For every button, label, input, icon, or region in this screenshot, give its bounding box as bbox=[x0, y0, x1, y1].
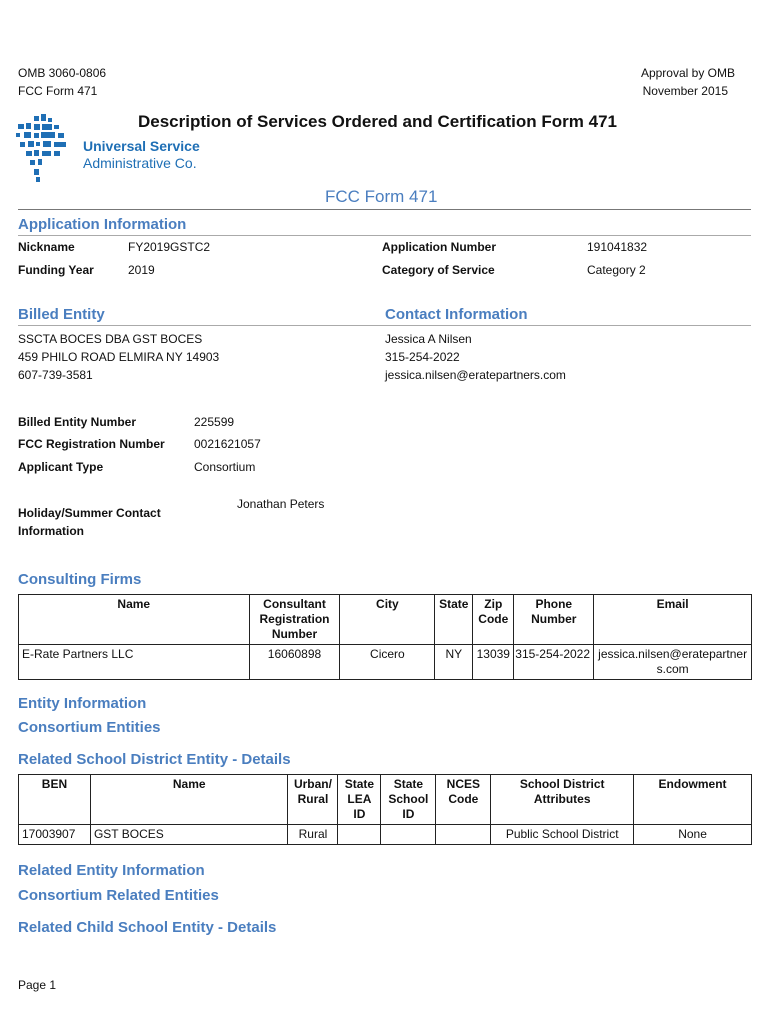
column-header: State bbox=[435, 595, 473, 645]
consultant-email: jessica.nilsen@eratepartners.com bbox=[594, 645, 752, 680]
logo-line2: Administrative Co. bbox=[83, 155, 197, 171]
section-divider bbox=[18, 235, 751, 236]
column-header: Zip Code bbox=[473, 595, 514, 645]
school-district-heading: Related School District Entity - Details bbox=[18, 751, 291, 768]
nickname-value: FY2019GSTC2 bbox=[128, 240, 211, 254]
page-title: Description of Services Ordered and Certification Form 471 bbox=[138, 112, 617, 131]
column-header: Name bbox=[19, 595, 250, 645]
consultant-zip: 13039 bbox=[473, 645, 514, 680]
contact-phone: 315-254-2022 bbox=[385, 350, 460, 364]
application-number-value: 191041832 bbox=[587, 240, 648, 254]
billed-entity-heading: Billed Entity bbox=[18, 306, 105, 323]
billed-entity-address: 459 PHILO ROAD ELMIRA NY 14903 bbox=[18, 350, 220, 364]
fcc-registration-value: 0021621057 bbox=[194, 437, 261, 451]
approval-date: November 2015 bbox=[642, 84, 728, 98]
applicant-type-label: Applicant Type bbox=[18, 460, 104, 474]
entity-district-attributes: Public School District bbox=[491, 825, 634, 845]
contact-information-heading: Contact Information bbox=[385, 306, 528, 323]
form-title: FCC Form 471 bbox=[325, 187, 438, 206]
billed-entity-name: SSCTA BOCES DBA GST BOCES bbox=[18, 332, 203, 346]
column-header: City bbox=[340, 595, 435, 645]
column-header: Endowment bbox=[634, 775, 752, 825]
entity-state-school-id bbox=[381, 825, 436, 845]
applicant-type-value: Consortium bbox=[194, 460, 256, 474]
section-divider bbox=[18, 325, 751, 326]
consulting-firms-table bbox=[18, 594, 752, 680]
column-header: NCES Code bbox=[436, 775, 491, 825]
table-row bbox=[19, 645, 752, 680]
fcc-registration-label: FCC Registration Number bbox=[18, 437, 165, 451]
page-number: Page 1 bbox=[18, 978, 57, 992]
entity-information-heading: Entity Information bbox=[18, 695, 147, 712]
consultant-name: E-Rate Partners LLC bbox=[19, 645, 250, 680]
school-district-table bbox=[18, 774, 752, 845]
entity-urban-rural: Rural bbox=[288, 825, 338, 845]
table-header-row bbox=[19, 595, 752, 645]
column-header: BEN bbox=[19, 775, 91, 825]
funding-year-value: 2019 bbox=[128, 263, 155, 277]
consultant-registration-number: 16060898 bbox=[249, 645, 340, 680]
contact-name: Jessica A Nilsen bbox=[385, 332, 472, 346]
entity-state-lea-id bbox=[338, 825, 381, 845]
child-school-heading: Related Child School Entity - Details bbox=[18, 919, 277, 936]
form-name: FCC Form 471 bbox=[18, 84, 98, 98]
omb-number: OMB 3060-0806 bbox=[18, 66, 107, 80]
entity-endowment: None bbox=[634, 825, 752, 845]
consortium-related-entities-heading: Consortium Related Entities bbox=[18, 887, 219, 904]
billed-entity-phone: 607-739-3581 bbox=[18, 368, 93, 382]
entity-nces-code bbox=[436, 825, 491, 845]
column-header: Email bbox=[594, 595, 752, 645]
column-header: Consultant Registration Number bbox=[249, 595, 340, 645]
holiday-contact-label: Holiday/Summer Contact bbox=[18, 506, 161, 520]
funding-year-label: Funding Year bbox=[18, 263, 94, 277]
approval-text: Approval by OMB bbox=[640, 66, 735, 80]
nickname-label: Nickname bbox=[18, 240, 75, 254]
table-row bbox=[19, 825, 752, 845]
contact-email: jessica.nilsen@eratepartners.com bbox=[385, 368, 566, 382]
column-header: School District Attributes bbox=[491, 775, 634, 825]
category-value: Category 2 bbox=[587, 263, 646, 277]
entity-name: GST BOCES bbox=[90, 825, 288, 845]
logo-line1: Universal Service bbox=[83, 138, 200, 154]
application-number-label: Application Number bbox=[382, 240, 497, 254]
ben-label: Billed Entity Number bbox=[18, 415, 137, 429]
column-header: Name bbox=[90, 775, 288, 825]
consultant-state: NY bbox=[435, 645, 473, 680]
column-header: Phone Number bbox=[514, 595, 594, 645]
entity-ben: 17003907 bbox=[19, 825, 91, 845]
related-entity-heading: Related Entity Information bbox=[18, 862, 205, 879]
application-information-heading: Application Information bbox=[18, 216, 187, 233]
holiday-contact-value: Jonathan Peters bbox=[237, 497, 325, 511]
column-header: Urban/ Rural bbox=[288, 775, 338, 825]
consortium-entities-heading: Consortium Entities bbox=[18, 719, 161, 736]
title-divider bbox=[18, 209, 751, 210]
ben-value: 225599 bbox=[194, 415, 235, 429]
column-header: State School ID bbox=[381, 775, 436, 825]
consultant-phone: 315-254-2022 bbox=[514, 645, 594, 680]
holiday-contact-label-2: Information bbox=[18, 524, 84, 538]
consulting-firms-heading: Consulting Firms bbox=[18, 571, 142, 588]
consultant-city: Cicero bbox=[340, 645, 435, 680]
table-header-row bbox=[19, 775, 752, 825]
category-label: Category of Service bbox=[382, 263, 495, 277]
column-header: State LEA ID bbox=[338, 775, 381, 825]
